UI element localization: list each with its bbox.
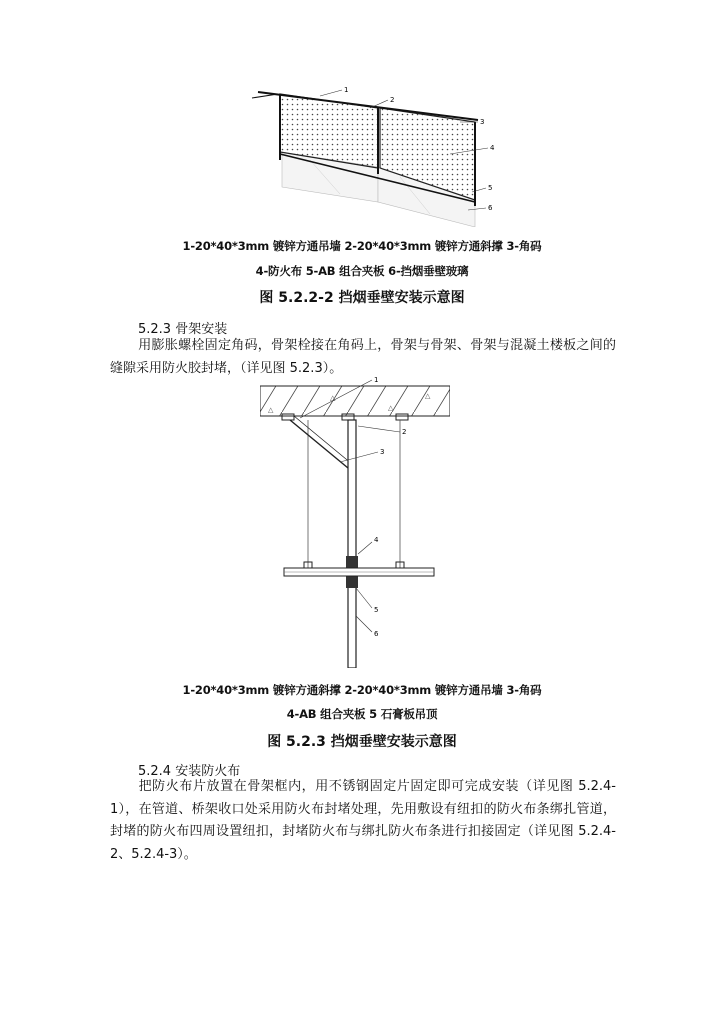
smoke-barrier-perspective-figure — [250, 82, 500, 227]
svg-text:△: △ — [268, 406, 274, 414]
figure2-legend-line2: 4-AB 组合夹板 5 石膏板吊顶 — [286, 707, 438, 721]
section-5-2-4-heading: 5.2.4 安装防火布 — [138, 764, 241, 779]
callout-2: 2 — [402, 428, 407, 436]
callout-4: 4 — [490, 144, 495, 152]
figure2-legend-line1: 1-20*40*3mm 镀锌方通斜撑 2-20*40*3mm 镀锌方通吊墙 3-角码 — [182, 683, 542, 697]
frame-installation-section-figure — [260, 376, 450, 668]
callout-1: 1 — [344, 86, 349, 94]
callout-6: 6 — [374, 630, 379, 638]
figure1-legend-line2: 4-防火布 5-AB 组合夹板 6-挡烟垂壁玻璃 — [255, 264, 469, 278]
section-5-2-3-paragraph — [110, 335, 616, 380]
svg-text:△: △ — [330, 394, 336, 402]
callout-3: 3 — [380, 448, 385, 456]
callout-4: 4 — [374, 536, 379, 544]
svg-text:△: △ — [425, 392, 431, 400]
callout-2: 2 — [390, 96, 395, 104]
figure2-title: 图 5.2.3 挡烟垂壁安装示意图 — [267, 734, 457, 750]
section-5-2-4-text: 把防火布片放置在骨架框内，用不锈钢固定片固定即可完成安装（详见图 5.2.4-1），在管道、桥架收口处采用防火布封堵处理，先用敷设有纽扣的防火布条绑扎管道，封堵的防火布四周设置纽扣，封堵防火布与绑扎防火布条进行扣接固定（详见图 5.2.4-2、5.2.4-3）。 — [110, 779, 616, 862]
callout-3: 3 — [480, 118, 485, 126]
callout-1: 1 — [374, 376, 379, 384]
section-5-2-4-paragraph — [110, 776, 616, 866]
section-5-2-3-heading: 5.2.3 骨架安装 — [138, 322, 228, 337]
svg-text:△: △ — [388, 404, 394, 412]
callout-5: 5 — [374, 606, 379, 614]
callout-5: 5 — [488, 184, 493, 192]
figure1-legend-line1: 1-20*40*3mm 镀锌方通吊墙 2-20*40*3mm 镀锌方通斜撑 3-角码 — [182, 239, 542, 253]
figure1-title: 图 5.2.2-2 挡烟垂壁安装示意图 — [259, 290, 465, 306]
section-5-2-3-text: 用膨胀螺栓固定角码，骨架栓接在角码上，骨架与骨架、骨架与混凝土楼板之间的缝隙采用防火胶封堵，（详见图 5.2.3）。 — [110, 338, 616, 376]
callout-6: 6 — [488, 204, 493, 212]
